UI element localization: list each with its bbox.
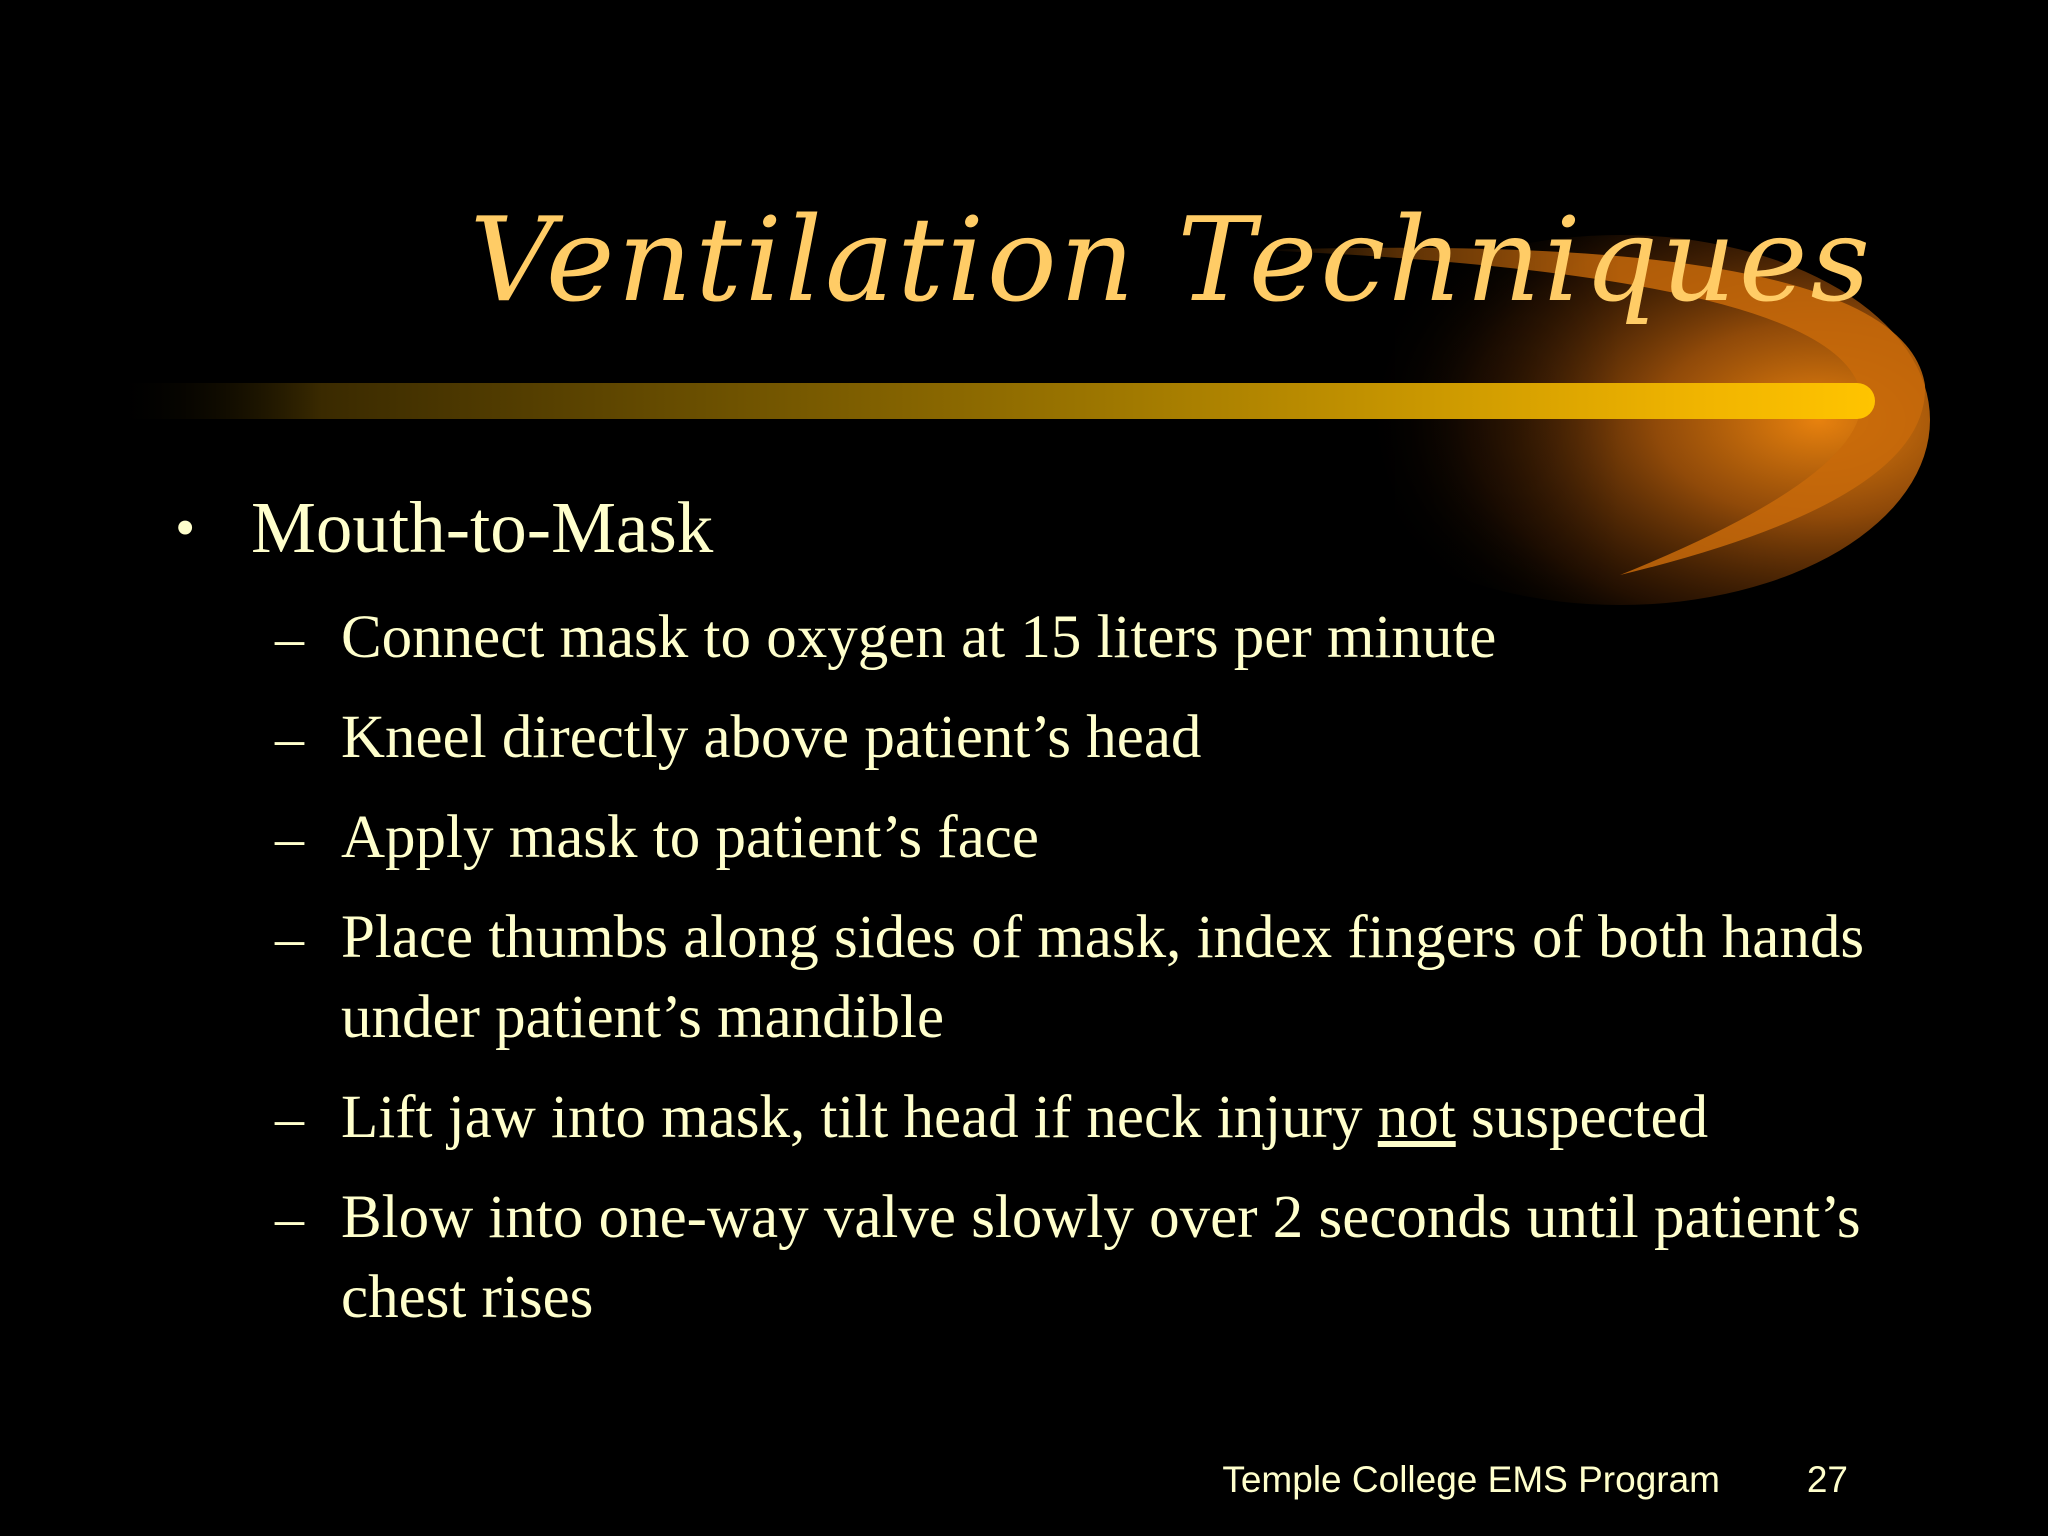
footer-organization: Temple College EMS Program: [1222, 1459, 1720, 1500]
sub-bullet-item: [275, 1178, 1935, 1338]
sub-bullet-item: [275, 698, 1935, 778]
sub-bullet-item: [275, 598, 1935, 678]
dash-icon: –: [275, 905, 304, 970]
bullet-item: [175, 478, 1895, 578]
sub-bullet-text: Blow into one-way valve slowly over 2 seconds until patient’s chest rises: [341, 1184, 1861, 1331]
sub-bullet-text: Place thumbs along sides of mask, index fingers of both hands under patient’s mandible: [341, 904, 1865, 1051]
slide-content: [175, 478, 1895, 1338]
sub-bullet-list: [175, 598, 1895, 1338]
sub-bullet-item: [275, 798, 1935, 878]
bullet-label: Mouth-to-Mask: [251, 487, 714, 568]
swoosh-bar: [110, 383, 1875, 419]
dash-icon: –: [275, 1185, 304, 1250]
sub-bullet-text-after: suspected: [1455, 1084, 1709, 1151]
slide-title: Ventilation Techniques: [469, 193, 1873, 328]
sub-bullet-text: Kneel directly above patient’s head: [341, 704, 1202, 771]
sub-bullet-text-before: Lift jaw into mask, tilt head if neck injury: [341, 1084, 1378, 1151]
bullet-icon: •: [175, 495, 196, 560]
dash-icon: –: [275, 605, 304, 670]
dash-icon: –: [275, 805, 304, 870]
dash-icon: –: [275, 1085, 304, 1150]
emphasis-underlined-word: not: [1377, 1084, 1456, 1151]
sub-bullet-item: [275, 898, 1935, 1058]
sub-bullet-text: Apply mask to patient’s face: [341, 804, 1039, 871]
sub-bullet-item: [275, 1078, 1935, 1158]
dash-icon: –: [275, 705, 304, 770]
sub-bullet-text: Connect mask to oxygen at 15 liters per minute: [341, 604, 1497, 671]
footer-page-number: 27: [1806, 1459, 1848, 1500]
sub-bullet-text: [341, 1078, 1935, 1158]
